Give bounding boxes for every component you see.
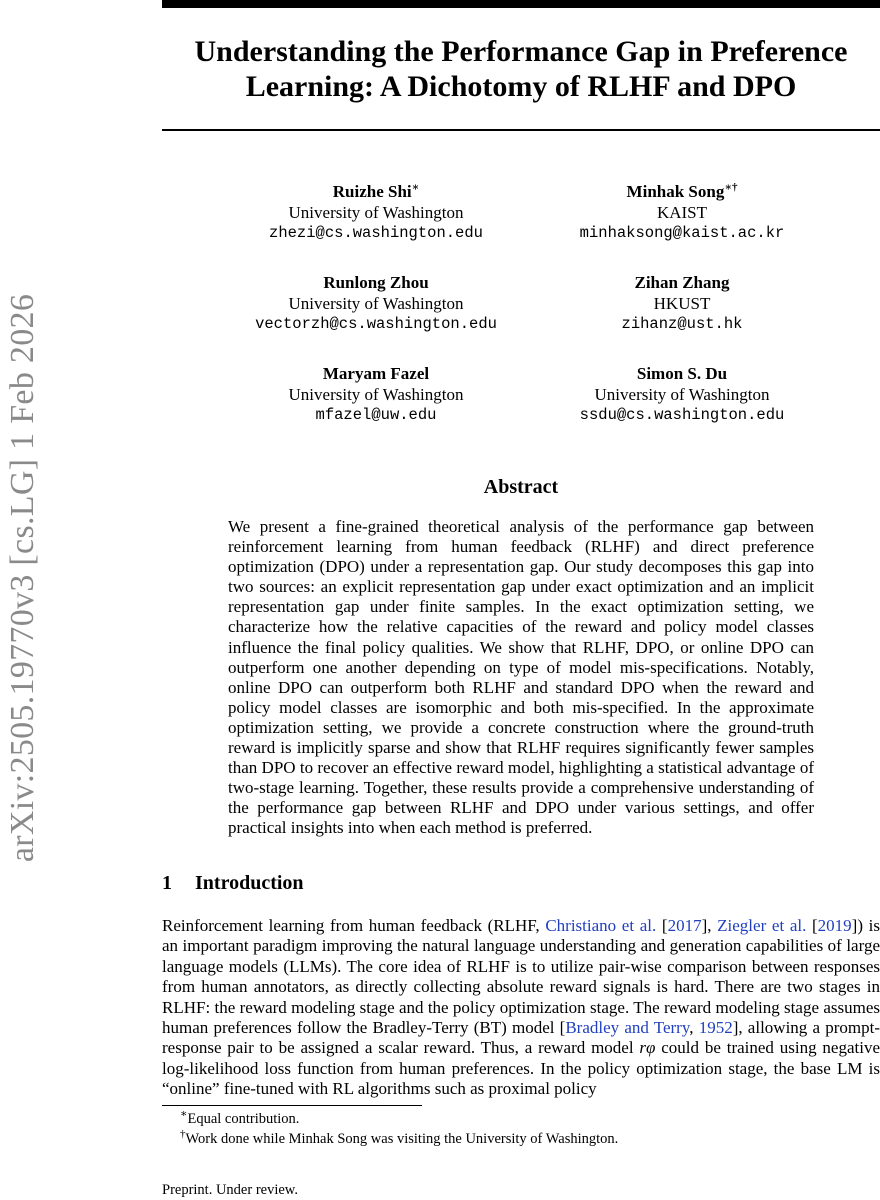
author-block	[226, 363, 526, 426]
citation-year-link[interactable]: 1952	[698, 1018, 733, 1038]
author-affiliation: KAIST	[656, 203, 708, 222]
author-name: Zihan Zhang	[634, 273, 730, 292]
author-block	[532, 272, 832, 335]
author-name: Minhak Song	[626, 182, 725, 201]
abstract-text: We present a fine-grained theoretical analysis of the performance gap between reinforcement learning from human feedback (RLHF) and direct preference optimization (DPO) under a representation gap. Our study decomposes this gap into two sources: an explicit representation gap under exact optimization and an implicit representation gap under finite samples. In the exact optimization setting, we characterize how the relative capacities of the reward and policy model classes influence the final policy qualities. We show that RLHF, DPO, or online DPO can outperform one another depending on type of model mis-specifications. Notably, online DPO can outperform both RLHF and standard DPO when the reward and policy model classes are isomorphic and both mis-specified. In the approximate optimization setting, we provide a concrete construction where the ground-truth reward is implicitly sparse and show that RLHF requires significantly fewer samples than DPO to recover an effective reward model, highlighting a statistical advantage of two-stage learning. Together, these results provide a comprehensive understanding of the performance gap between RLHF and DPO under various settings, and offer practical insights into when each method is preferred.	[228, 517, 814, 838]
intro-text: ) is an important paradigm improving the natural language understanding and generation capabilities of large language models (LLMs). The core idea of RLHF is to utilize pair-wise comparison between responses from human annotators, as directly collecting absolute reward signals is hard. There are two stages in RLHF: the reward modeling stage and the policy optimization stage. The reward modeling stage assumes human preferences follow the Bradley-Terry (BT) model [	[162, 916, 880, 1038]
title-top-rule	[162, 0, 880, 8]
author-block	[532, 363, 832, 426]
citation-link[interactable]: Christiano et al.	[545, 916, 657, 935]
abstract-heading: Abstract	[483, 476, 559, 498]
arxiv-stamp	[0, 0, 46, 1200]
reward-model-symbol: rφ	[639, 1038, 656, 1058]
intro-text: could be trained using negative log-likelihood loss function from human preferences. In the policy optimization stage, the base LM is “online” fine-tuned with RL algorithms such as proximal policy	[162, 1038, 880, 1099]
intro-text: Reinforcement learning from human feedback (RLHF,	[162, 916, 546, 935]
author-mark: ∗	[411, 181, 420, 194]
intro-paragraph: Reinforcement learning from human feedback (RLHF, Christiano et al. [2017], Ziegler et al. [2019]) is an important paradigm improving the natural language understanding and generation capabilities of large language models (LLMs). The core idea of RLHF is to utilize pair-wise comparison between responses from human annotators, as directly collecting absolute reward signals is hard. There are two stages in RLHF: the reward modeling stage and the policy optimization stage. The reward modeling stage assumes human preferences follow the Bradley-Terry (BT) model [Bradley and Terry, 1952], allowing a prompt-response pair to be assigned a scalar reward. Thus, a reward model rφ could be trained using negative log-likelihood loss function from human preferences. In the policy optimization stage, the base LM is “online” fine-tuned with RL algorithms such as proximal policy	[162, 916, 880, 1099]
citation-year-link[interactable]: 2019	[817, 916, 852, 935]
section-number: 1	[162, 872, 172, 894]
author-name: Maryam Fazel	[322, 364, 430, 383]
author-email[interactable]: vectorzh@cs.washington.edu	[255, 315, 497, 333]
author-name: Simon S. Du	[636, 364, 728, 383]
citation-link[interactable]: Bradley and Terry	[565, 1018, 690, 1038]
title-line-2: Learning: A Dichotomy of RLHF and DPO	[245, 70, 797, 103]
intro-text: ], allowing a prompt-response pair to be assigned a scalar reward. Thus, a reward model	[162, 1018, 880, 1058]
title-line-1: Understanding the Performance Gap in Preference	[194, 35, 848, 68]
footnote-mark: †	[180, 1128, 186, 1141]
footer-preprint-note: Preprint. Under review.	[162, 1182, 298, 1198]
author-affiliation: University of Washington	[288, 385, 464, 404]
footnote-rule	[162, 1105, 422, 1106]
author-email[interactable]: zhezi@cs.washington.edu	[269, 224, 483, 242]
author-affiliation: University of Washington	[594, 385, 770, 404]
citation-link[interactable]: Ziegler et al.	[717, 916, 807, 935]
author-block	[226, 181, 526, 244]
arxiv-identifier: arXiv:2505.19770v3 [cs.LG] 1 Feb 2026	[4, 293, 41, 863]
author-block	[532, 181, 832, 244]
section-title: Introduction	[195, 872, 304, 894]
author-block	[226, 272, 526, 335]
author-affiliation: HKUST	[653, 294, 711, 313]
footnote	[180, 1130, 870, 1148]
author-name: Runlong Zhou	[323, 273, 429, 292]
title-bottom-rule	[162, 129, 880, 131]
author-email[interactable]: zihanz@ust.hk	[621, 315, 743, 333]
author-affiliation: University of Washington	[288, 294, 464, 313]
author-email[interactable]: minhaksong@kaist.ac.kr	[579, 224, 785, 242]
section-heading	[162, 872, 880, 895]
author-email[interactable]: ssdu@cs.washington.edu	[579, 406, 785, 424]
footnote-mark: ∗	[180, 1108, 188, 1121]
author-mark: ∗†	[724, 181, 738, 194]
footnote-text: Work done while Minhak Song was visiting the University of Washington.	[185, 1131, 619, 1147]
author-email[interactable]: mfazel@uw.edu	[315, 406, 437, 424]
footnote-text: Equal contribution.	[187, 1111, 300, 1127]
author-name: Ruizhe Shi	[332, 182, 412, 201]
author-affiliation: University of Washington	[288, 203, 464, 222]
footnote	[180, 1110, 870, 1128]
paper-title	[162, 34, 880, 104]
citation-year-link[interactable]: 2017	[667, 916, 702, 935]
